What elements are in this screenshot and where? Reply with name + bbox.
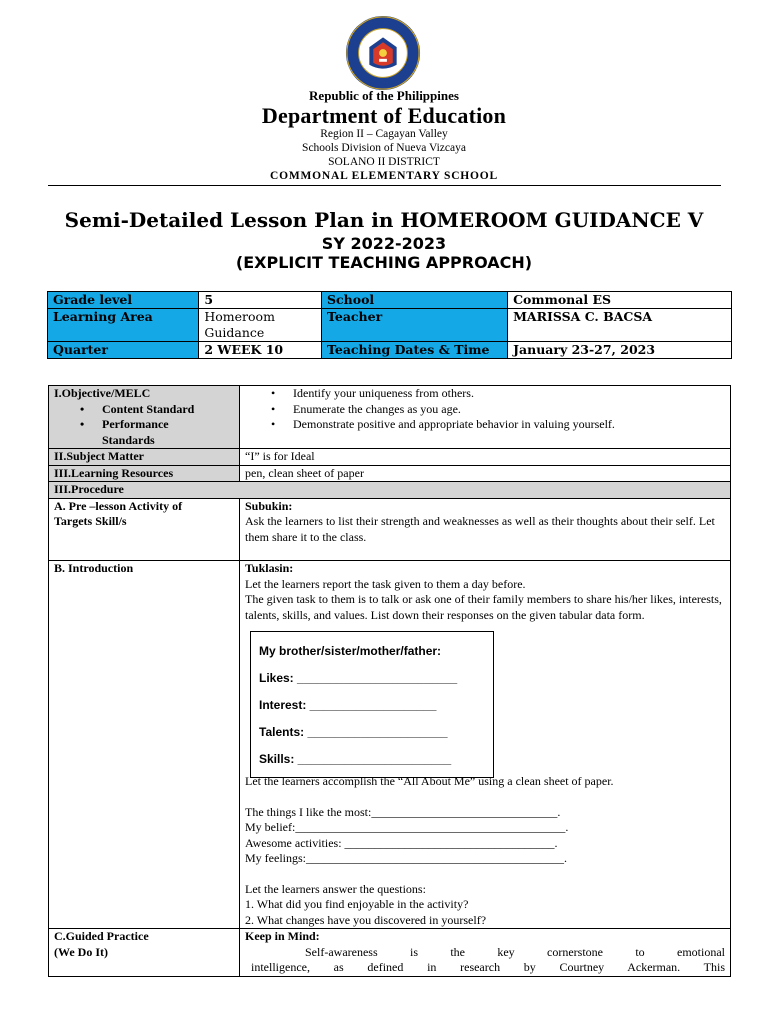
- belief-line: My belief:_____________________________________________.: [245, 820, 569, 834]
- objective-item: • Identify your uniqueness from others.: [293, 386, 725, 402]
- form-skills: Skills: _______________________: [259, 752, 452, 766]
- pre-lesson-label: [49, 498, 240, 561]
- quarter-value: 2 WEEK 10: [199, 342, 322, 359]
- resources-value: pen, clean sheet of paper: [240, 465, 731, 482]
- department-heading: Department of Education: [261, 103, 507, 128]
- info-row-quarter: [48, 342, 732, 359]
- objective-row: [49, 386, 731, 449]
- school-value: Commonal ES: [508, 292, 732, 309]
- resources-label: III.Learning Resources: [49, 465, 240, 482]
- keep-line-2: intelligence, as defined in research by Courtney Ackerman. This: [251, 960, 725, 974]
- subject-label: II.Subject Matter: [49, 449, 240, 466]
- area-label: Learning Area: [48, 309, 199, 342]
- teaching-approach: (EXPLICIT TEACHING APPROACH): [235, 253, 533, 272]
- subukin-text: Ask the learners to list their strength and weaknesses as well as their thoughts about their self. Let them share it to the class.: [245, 514, 715, 544]
- republic-heading: Republic of the Philippines: [309, 88, 459, 103]
- tuklasin-line-2: The given task to them is to talk or ask one of their family members to share his/her likes, interests, talents, skills, and values. List down their responses on the given tabular data form.: [245, 592, 722, 622]
- keep-in-mind-title: Keep in Mind:: [245, 929, 320, 943]
- guided-practice-row: [49, 929, 731, 977]
- grade-label: Grade level: [48, 292, 199, 309]
- objective-content-cell: [240, 386, 731, 449]
- pre-lesson-row: [49, 498, 731, 561]
- pre-lesson-label-line-1: A. Pre –lesson Activity of: [54, 498, 183, 513]
- form-heading: My brother/sister/mother/father:: [259, 644, 442, 658]
- guided-practice-label: [49, 929, 240, 977]
- district-line: SOLANO II DISTRICT: [328, 156, 440, 168]
- area-value-line-2: Guidance: [204, 325, 265, 340]
- subukin-title: Subukin:: [245, 498, 293, 513]
- pre-lesson-label-line-2: Targets Skill/s: [54, 514, 127, 528]
- header-divider: [48, 185, 721, 186]
- lesson-title: Semi-Detailed Lesson Plan in HOMEROOM GUIDANCE V: [64, 208, 704, 232]
- activities-line: Awesome activities: ___________________________________.: [245, 835, 558, 850]
- grade-value: 5: [199, 292, 322, 309]
- form-interest: Interest: ___________________: [259, 698, 437, 712]
- school-label: School: [322, 292, 508, 309]
- pre-lesson-content: [240, 498, 731, 561]
- dates-value: January 23-27, 2023: [508, 342, 732, 359]
- things-like-line: The things I like the most:_______________________________.: [245, 804, 561, 819]
- teacher-label: Teacher: [322, 309, 508, 342]
- objective-label-cell: [49, 386, 240, 449]
- introduction-row: [49, 561, 731, 929]
- resources-row: [49, 465, 731, 482]
- division-line: Schools Division of Nueva Vizcaya: [302, 142, 466, 154]
- info-table: [47, 291, 732, 359]
- objective-item: • Enumerate the changes as you age.: [293, 402, 725, 418]
- content-standard-label: • Content Standard: [102, 402, 234, 418]
- form-talents: Talents: _____________________: [259, 725, 448, 739]
- performance-standards-label: [102, 417, 234, 448]
- guided-label-line-2: (We Do It): [54, 944, 108, 959]
- info-row-area: [48, 309, 732, 342]
- keep-line-1: Self-awareness is the key cornerstone to emotional: [305, 944, 725, 959]
- region-line: Region II – Cagayan Valley: [320, 128, 448, 140]
- guided-practice-content: [240, 929, 731, 977]
- school-line: COMMONAL ELEMENTARY SCHOOL: [269, 170, 499, 182]
- introduction-label: B. Introduction: [49, 561, 240, 929]
- tuklasin-line-1: Let the learners report the task given to them a day before.: [245, 576, 526, 591]
- quarter-label: Quarter: [48, 342, 199, 359]
- info-row-grade: [48, 292, 732, 309]
- questions-intro: Let the learners answer the questions:: [245, 881, 426, 896]
- objective-sub-list: [54, 402, 234, 449]
- teacher-value: MARISSA C. BACSA: [508, 309, 732, 342]
- tuklasin-title: Tuklasin:: [245, 561, 294, 575]
- performance-line-1: Performance: [102, 417, 169, 431]
- procedure-row: [49, 482, 731, 499]
- objective-item: • Demonstrate positive and appropriate behavior in valuing yourself.: [293, 417, 725, 433]
- question-2: 2. What changes have you discovered in yourself?: [245, 912, 487, 927]
- subject-value: “I” is for Ideal: [240, 449, 731, 466]
- guided-label-line-1: C.Guided Practice: [54, 929, 149, 943]
- area-value: [199, 309, 322, 342]
- objectives-list: [245, 386, 725, 433]
- objective-label: I.Objective/MELC: [54, 386, 151, 400]
- procedure-label: III.Procedure: [49, 482, 731, 499]
- subject-row: [49, 449, 731, 466]
- question-1: 1. What did you find enjoyable in the activity?: [245, 897, 469, 911]
- family-form-box: [250, 631, 494, 778]
- form-likes: Likes: ________________________: [259, 671, 458, 685]
- lesson-plan-table: [48, 385, 731, 977]
- area-value-line-1: Homeroom: [204, 309, 275, 324]
- deped-seal-icon: [344, 14, 422, 92]
- school-year: SY 2022-2023: [321, 234, 447, 253]
- feelings-line: My feelings:___________________________________________.: [245, 851, 567, 865]
- performance-line-2: Standards: [102, 432, 155, 447]
- all-about-me-text: Let the learners accomplish the “All About Me” using a clean sheet of paper.: [245, 774, 614, 788]
- introduction-content: [240, 561, 731, 929]
- dates-label: Teaching Dates & Time: [322, 342, 508, 359]
